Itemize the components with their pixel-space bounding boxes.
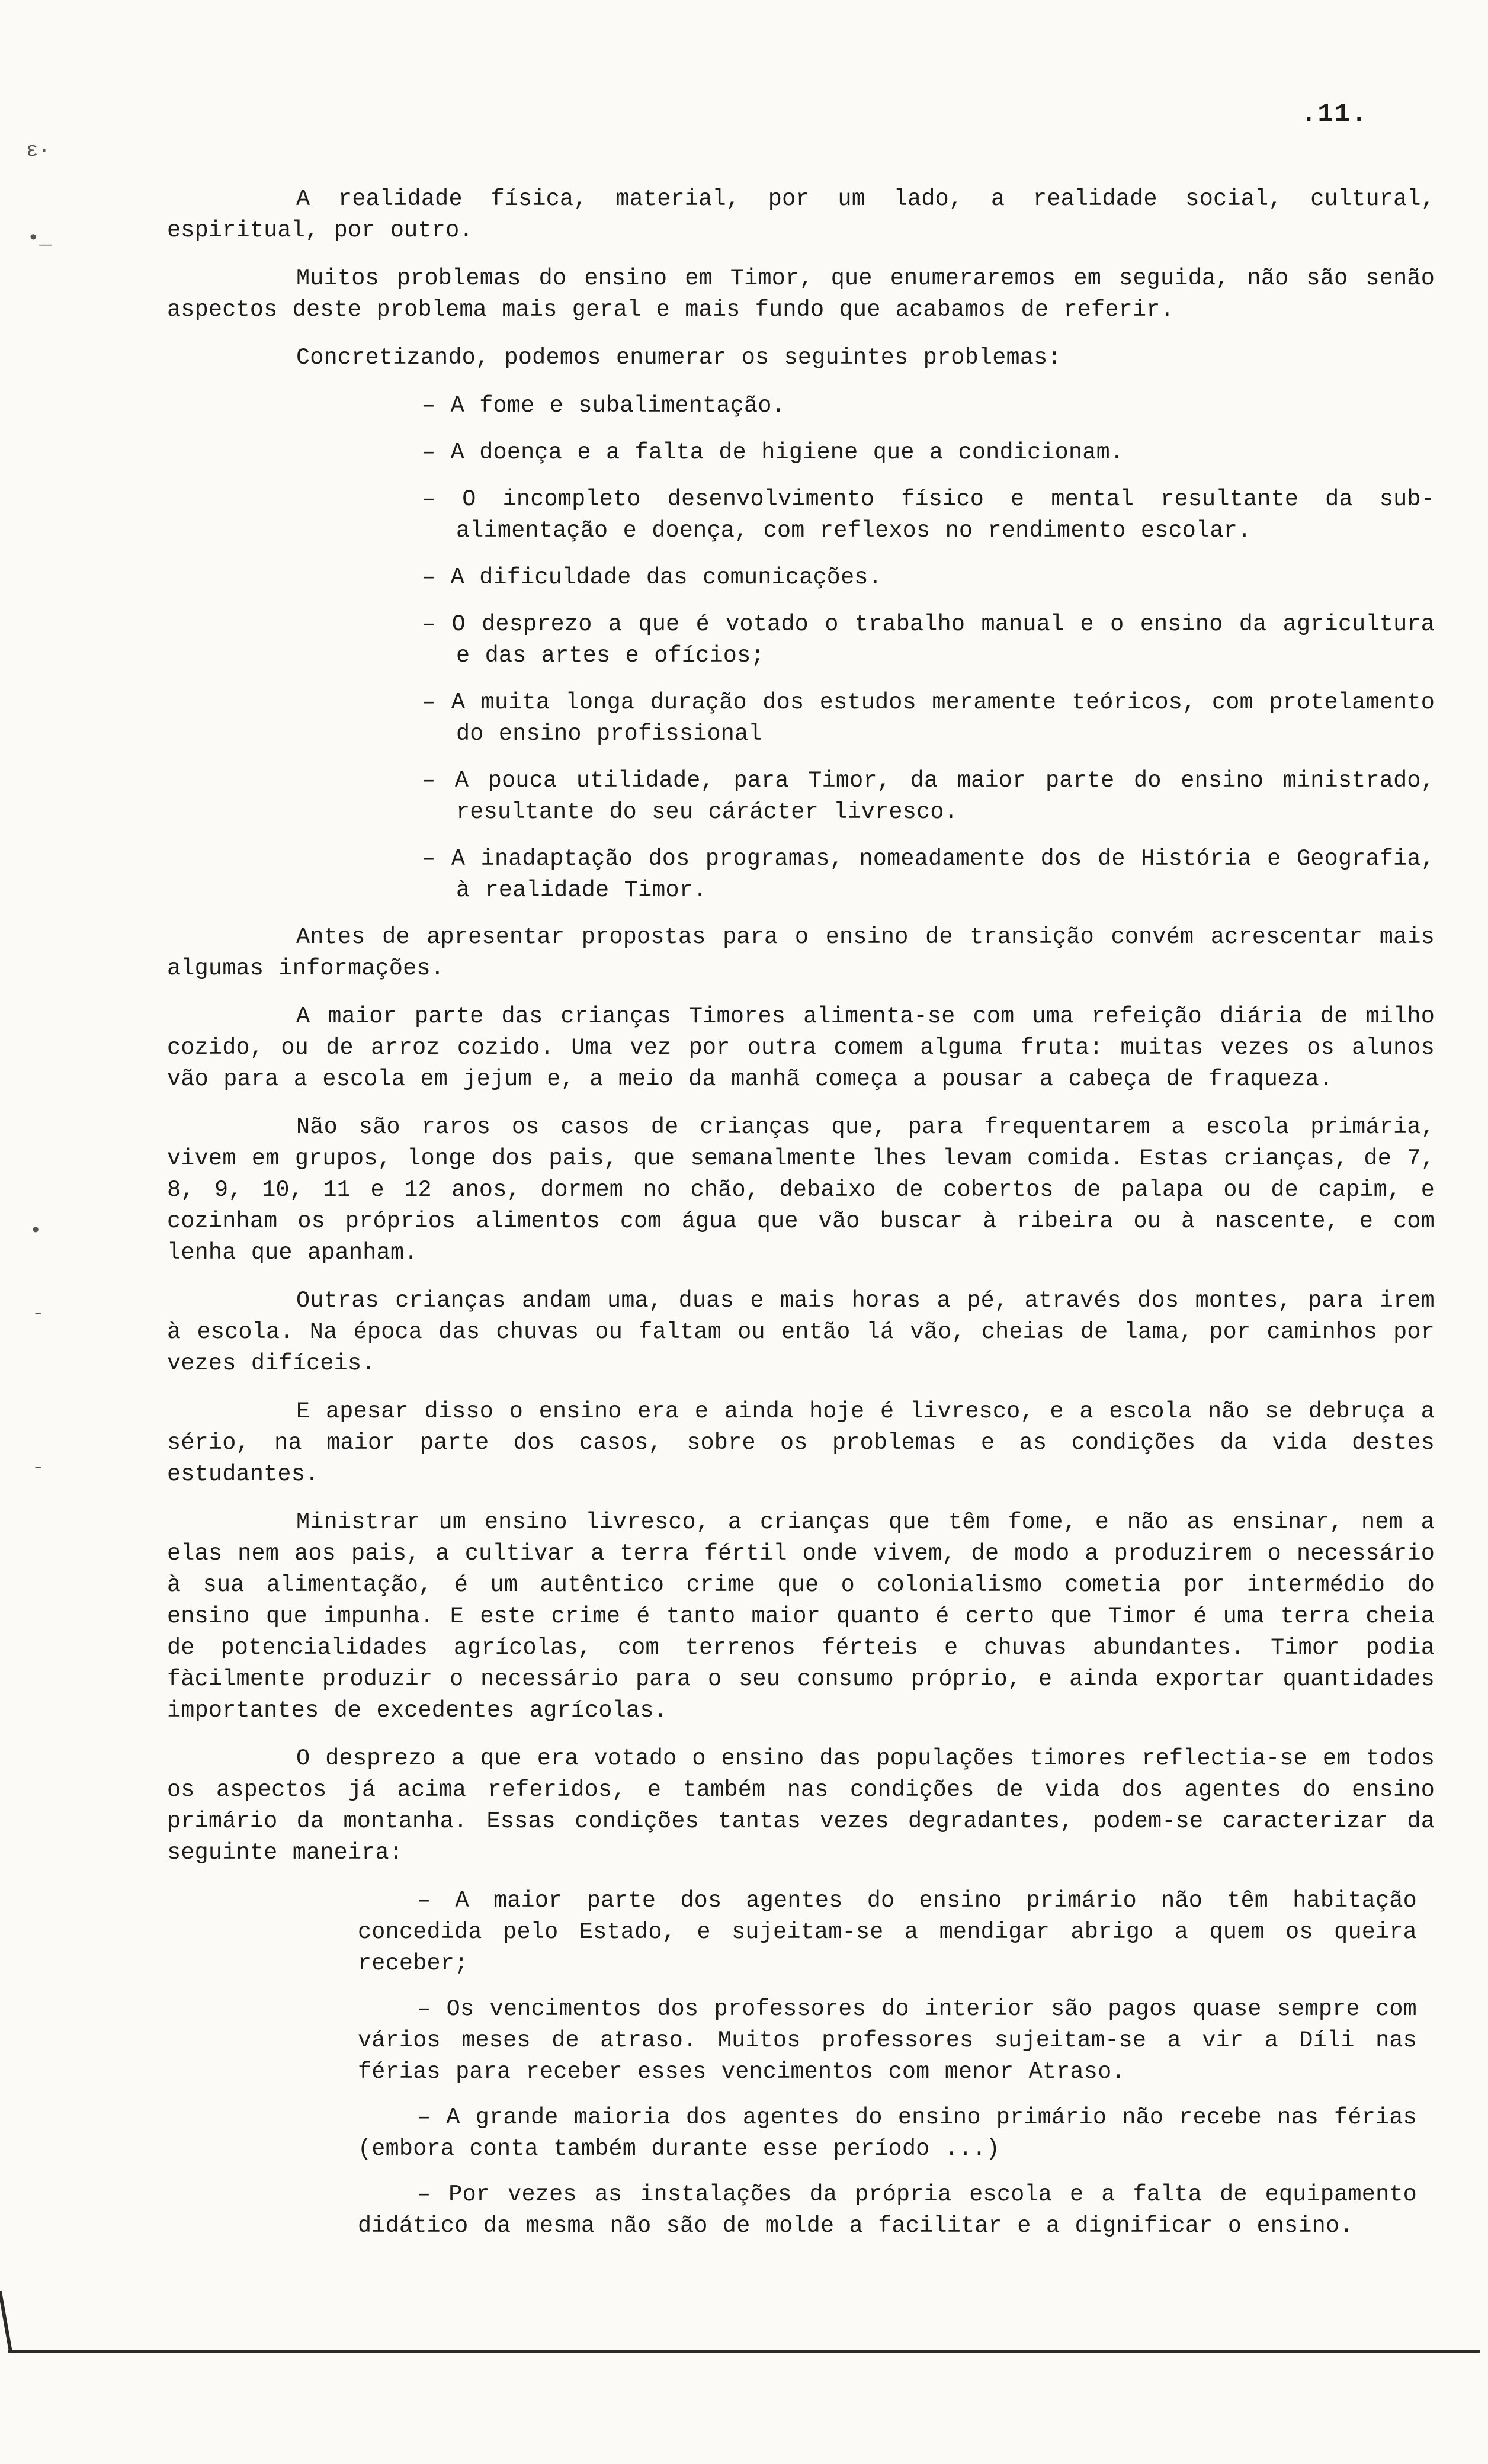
list-item: – A fome e subalimentação.: [422, 393, 785, 419]
problems-list: [167, 390, 1435, 906]
margin-mark: -: [32, 1303, 44, 1326]
page-edge-line: [0, 2291, 12, 2353]
list-item: – O incompleto desenvolvimento físico e mental resultante da sub-alimentação e doença, com reflexos no rendimento escolar.: [422, 486, 1435, 544]
list-item: – A muita longa duração dos estudos meramente teóricos, com protelamento do ensino profissional: [422, 689, 1435, 747]
paragraph: A maior parte das crianças Timores alimenta-se com uma refeição diária de milho cozido, ou de arroz cozido. Uma vez por outra comem alguma fruta: muitas vezes os alunos vão para a escola em jejum e, a meio da manhã começa a pousar a cabeça de fraqueza.: [167, 1003, 1435, 1092]
paragraph: Outras crianças andam uma, duas e mais horas a pé, através dos montes, para irem à escola. Na época das chuvas ou faltam ou então lá vão, cheias de lama, por caminhos por vezes difíceis.: [167, 1288, 1435, 1377]
margin-mark: ε·: [26, 140, 50, 162]
list-item: – A dificuldade das comunicações.: [422, 564, 883, 591]
margin-mark: •_: [27, 227, 52, 250]
paragraph: O desprezo a que era votado o ensino das populações timores reflectia-se em todos os aspectos já acima referidos, e também nas condições de vida dos agentes do ensino primário da montanha. Essas condições tantas vezes degradantes, podem-se caracterizar da seguinte maneira:: [167, 1746, 1435, 1866]
list-item: – A maior parte dos agentes do ensino primário não têm habitação concedida pelo Estado, e sujeitam-se a mendigar abrigo a quem os queira receber;: [358, 1888, 1417, 1977]
margin-mark: -: [32, 1457, 44, 1480]
list-item: – A pouca utilidade, para Timor, da maior parte do ensino ministrado, resultante do seu cárácter livresco.: [422, 768, 1435, 825]
document-body: [167, 184, 1435, 2256]
paragraph: Ministrar um ensino livresco, a crianças que têm fome, e não as ensinar, nem a elas nem aos pais, a cultivar a terra fértil onde vivem, de modo a produzirem o necessário à sua alimentação, é um autêntico crime que o colonialismo cometia por intermédio do ensino que impunha. E este crime é tanto maior quanto é certo que Timor é uma terra cheia de potencialidades agrícolas, com terrenos férteis e chuvas abundantes. Timor podia fàcilmente produzir o necessário para o seu consumo próprio, e ainda exportar quantidades importantes de excedentes agrícolas.: [167, 1509, 1435, 1724]
list-item: – O desprezo a que é votado o trabalho manual e o ensino da agricultura e das artes e ofícios;: [422, 611, 1435, 669]
page-number: .11.: [1301, 100, 1368, 129]
list-item: – Por vezes as instalações da própria escola e a falta de equipamento didático da mesma não são de molde a facilitar e a dignificar o ensino.: [358, 2181, 1417, 2239]
list-item: – A doença e a falta de higiene que a condicionam.: [422, 439, 1124, 466]
paragraph: Não são raros os casos de crianças que, para frequentarem a escola primária, vivem em grupos, longe dos pais, que semanalmente lhes levam comida. Estas crianças, de 7, 8, 9, 10, 11 e 12 anos, dormem no chão, debaixo de cobertos de palapa ou de capim, e cozinham os próprios alimentos com água que vão buscar à ribeira ou à nascente, e com lenha que apanham.: [167, 1114, 1435, 1266]
paragraph: Antes de apresentar propostas para o ensino de transição convém acrescentar mais algumas informações.: [167, 924, 1435, 981]
list-item: – A grande maioria dos agentes do ensino primário não recebe nas férias (embora conta também durante esse período ...): [358, 2104, 1417, 2162]
paragraph: A realidade física, material, por um lado, a realidade social, cultural, espiritual, por outro.: [167, 186, 1435, 243]
margin-mark: •: [30, 1220, 42, 1243]
paragraph: Concretizando, podemos enumerar os seguintes problemas:: [296, 345, 1062, 371]
list-item: – A inadaptação dos programas, nomeadamente dos de História e Geografia, à realidade Timor.: [422, 846, 1435, 903]
list-item: – Os vencimentos dos professores do interior são pagos quase sempre com vários meses de atraso. Muitos professores sujeitam-se a vir a Díli nas férias para receber esses vencimentos com menor Atraso.: [358, 1996, 1417, 2085]
bottom-rule: [8, 2350, 1480, 2353]
paragraph: Muitos problemas do ensino em Timor, que enumeraremos em seguida, não são senão aspectos deste problema mais geral e mais fundo que acabamos de referir.: [167, 265, 1435, 323]
paragraph: E apesar disso o ensino era e ainda hoje é livresco, e a escola não se debruça a sério, na maior parte dos casos, sobre os problemas e as condições da vida destes estudantes.: [167, 1398, 1435, 1487]
conditions-list: [167, 1885, 1435, 2242]
